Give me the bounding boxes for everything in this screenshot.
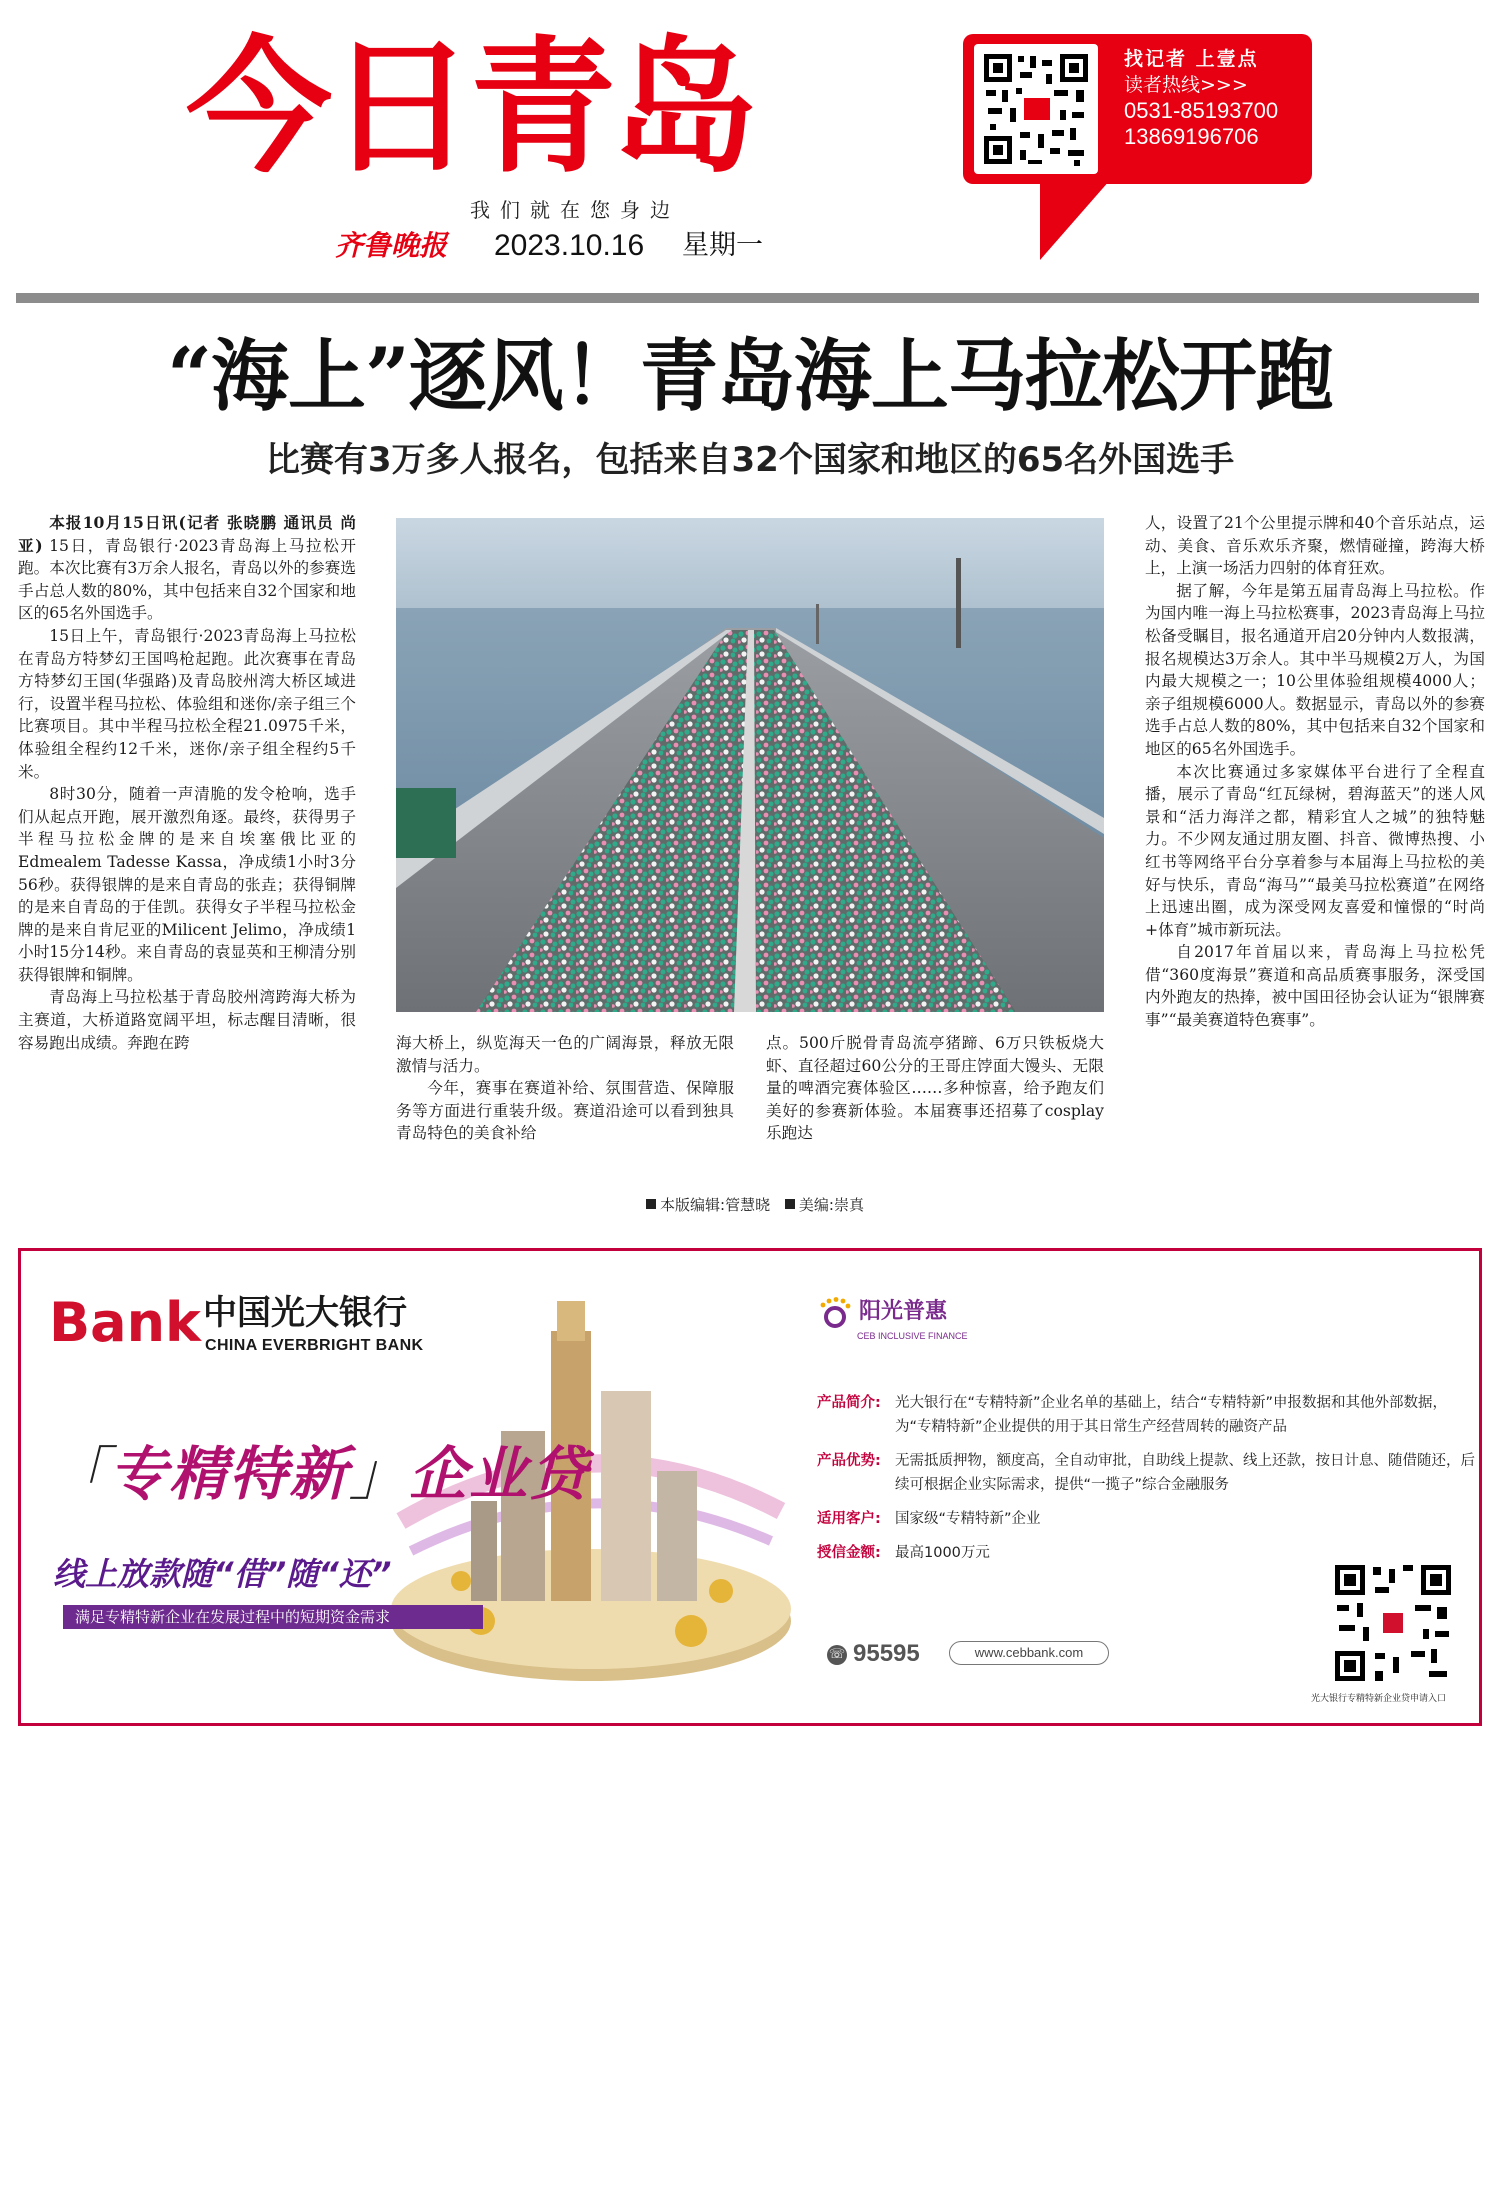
bank-logo: Bank [49, 1291, 201, 1354]
ad-subtagline: 满足专精特新企业在发展过程中的短期资金需求 [63, 1605, 483, 1629]
issue-weekday: 星期一 [682, 230, 763, 261]
ad-info-row: 适用客户: 国家级“专精特新”企业 [817, 1511, 1041, 1527]
phone-icon: ☏ [827, 1645, 847, 1665]
contact-bubble-tail [1040, 180, 1110, 260]
ad-qr-code-icon[interactable] [1331, 1561, 1455, 1685]
article-paragraph: 自2017年首届以来，青岛海上马拉松凭借“360度海景”赛道和高品质赛事服务，深受国内外跑友的热捧，被中国田径协会认证为“银牌赛事”“最美赛道特色赛事”。 [1145, 943, 1485, 1030]
contact-qr-code[interactable] [974, 44, 1098, 174]
designer-credit: 美编:崇真 [798, 1196, 864, 1214]
article-subheadline: 比赛有3万多人报名，包括来自32个国家和地区的65名外国选手 [265, 440, 1235, 480]
article-paragraph: 点。500斤脱骨青岛流亭猪蹄、6万只铁板烧大虾、直径超过60公分的王哥庄饽面大馒头、无限量的啤酒完赛体验区……多种惊喜，给予跑友们美好的参赛新体验。本届赛事还招募了cosplay乐跑达 [766, 1034, 1104, 1143]
bank-name-cn: 中国光大银行 [203, 1293, 407, 1333]
brand-logo: 齐鲁晚报 [335, 229, 448, 262]
marathon-photo [396, 518, 1104, 1012]
hotline-phone-2[interactable]: 13869196706 [1124, 124, 1259, 149]
ad-tagline: 线上放款随“借”随“还” [53, 1555, 392, 1593]
article-paragraph: 海大桥上，纵览海天一色的广阔海景，释放无限激情与活力。 [396, 1034, 734, 1075]
article-column-2b [766, 1032, 1104, 1162]
article-dateline: 本报10月15日讯(记者 张晓鹏 通讯员 尚亚) [18, 513, 356, 555]
ad-phone-number[interactable]: 95595 [853, 1640, 920, 1667]
ad-product-title: 「专精特新」企业贷 [49, 1440, 590, 1508]
ad-info-row: 授信金额: 最高1000万元 [817, 1545, 990, 1561]
article-column-1 [18, 512, 356, 1162]
ad-website-link[interactable]: www.cebbank.com [949, 1641, 1109, 1665]
masthead-divider [16, 293, 1479, 303]
bridge-crowd-image [396, 518, 1104, 1012]
bank-name-en: CHINA EVERBRIGHT BANK [205, 1337, 424, 1354]
article-paragraph: 今年，赛事在赛道补给、氛围营造、保障服务等方面进行重装升级。赛道沿途可以看到独具青岛特色的美食补给 [396, 1079, 734, 1143]
ad-info-row: 产品简介: 光大银行在“专精特新”企业名单的基础上，结合“专精特新”申报数据和其他外部数据，为“专精特新”企业提供的用于其日常生产经营周转的融资产品 [817, 1395, 1448, 1435]
find-reporter-label: 找记者 上壹点 [1124, 48, 1259, 70]
ad-qr-caption: 光大银行专精特新企业贷申请入口 [1311, 1694, 1447, 1704]
article-column-2a [396, 1032, 734, 1162]
article-paragraph: 本报10月15日讯(记者 张晓鹏 通讯员 尚亚) 15日，青岛银行·2023青岛海上马拉松开跑。本次比赛有3万余人报名，青岛以外的参赛选手占总人数的80%，其中包括来自32个国家和地区的65名外国选手。 [18, 513, 356, 623]
article-column-3 [1145, 512, 1485, 1162]
article-paragraph: 15日上午，青岛银行·2023青岛海上马拉松在青岛方特梦幻王国鸣枪起跑。此次赛事在青岛方特梦幻王国(华强路)及青岛胶州湾大桥区域进行，设置半程马拉松、体验组和迷你/亲子组三个比赛项目。其中半程马拉松全程21.0975千米，体验组全程约12千米，迷你/亲子组全程约5千米。 [18, 626, 356, 781]
article-paragraph: 青岛海上马拉松基于青岛胶州湾跨海大桥为主赛道，大桥道路宽阔平坦，标志醒目清晰，很容易跑出成绩。奔跑在跨 [18, 988, 356, 1052]
bank-advertisement[interactable] [18, 1248, 1482, 1726]
square-bullet-icon [785, 1199, 795, 1209]
masthead-slogan: 我们就在您身边 [470, 198, 680, 222]
newspaper-title: 今日青岛 [186, 23, 754, 193]
editor-credit: 本版编辑:管慧晓 [660, 1196, 771, 1214]
article-paragraph: 8时30分，随着一声清脆的发令枪响，选手们从起点开跑，展开激烈角逐。最终，获得男子半程马拉松金牌的是来自埃塞俄比亚的Edmealem Tadesse Kassa，净成绩1小时3分56秒。获得银牌的是来自青岛的张垚；获得铜牌的是来自青岛的于佳凯。获得女子半程马拉松金牌的是来自肯尼亚的Milicent Jelimo，净成绩1小时15分14秒。来自青岛的袁显英和王柳清分别获得银牌和铜牌。 [18, 785, 356, 984]
article-paragraph: 据了解，今年是第五届青岛海上马拉松。作为国内唯一海上马拉松赛事，2023青岛海上马拉松备受瞩目，报名通道开启20分钟内人数报满，报名规模达3万余人。其中半马规模2万人，为国内最大规模之一；10公里体验组规模4000人；亲子组规模6000人。数据显示，青岛以外的参赛选手占总人数的80%，其中包括来自32个国家和地区的65名外国选手。 [1145, 581, 1485, 758]
article-paragraph: 本次比赛通过多家媒体平台进行了全程直播，展示了青岛“红瓦绿树，碧海蓝天”的迷人风景和“活力海洋之都，精彩宜人之城”的独特魅力。不少网友通过朋友圈、抖音、微博热搜、小红书等网络平台分享着参与本届海上马拉松的美好与快乐，青岛“海马”“最美马拉松赛道”在网络上迅速出圈，成为深受网友喜爱和憧憬的“时尚+体育”城市新玩法。 [1145, 762, 1485, 939]
issue-date: 2023.10.16 [494, 229, 645, 262]
qr-code-icon [980, 50, 1092, 168]
ad-info-row: 产品优势: 无需抵质押物，额度高，全自动审批，自助线上提款、线上还款，按日计息、随借随还，后续可根据企业实际需求，提供“一揽子”综合金融服务 [817, 1453, 1475, 1493]
article-headline: “海上”逐风！青岛海上马拉松开跑 [167, 331, 1333, 422]
partner-logo-subtitle: CEB INCLUSIVE FINANCE [857, 1331, 968, 1341]
article-paragraph: 人，设置了21个公里提示牌和40个音乐站点，运动、美食、音乐欢乐齐聚，燃情碰撞，跨海大桥上，上演一场活力四射的体育狂欢。 [1145, 514, 1485, 578]
partner-logo-name: 阳光普惠 [859, 1299, 948, 1324]
reader-contact-block [1124, 46, 1310, 180]
hotline-phone-1[interactable]: 0531-85193700 [1124, 98, 1279, 123]
hotline-label: 读者热线>>> [1124, 74, 1248, 96]
square-bullet-icon [646, 1199, 656, 1209]
page-credits [500, 1192, 1000, 1218]
